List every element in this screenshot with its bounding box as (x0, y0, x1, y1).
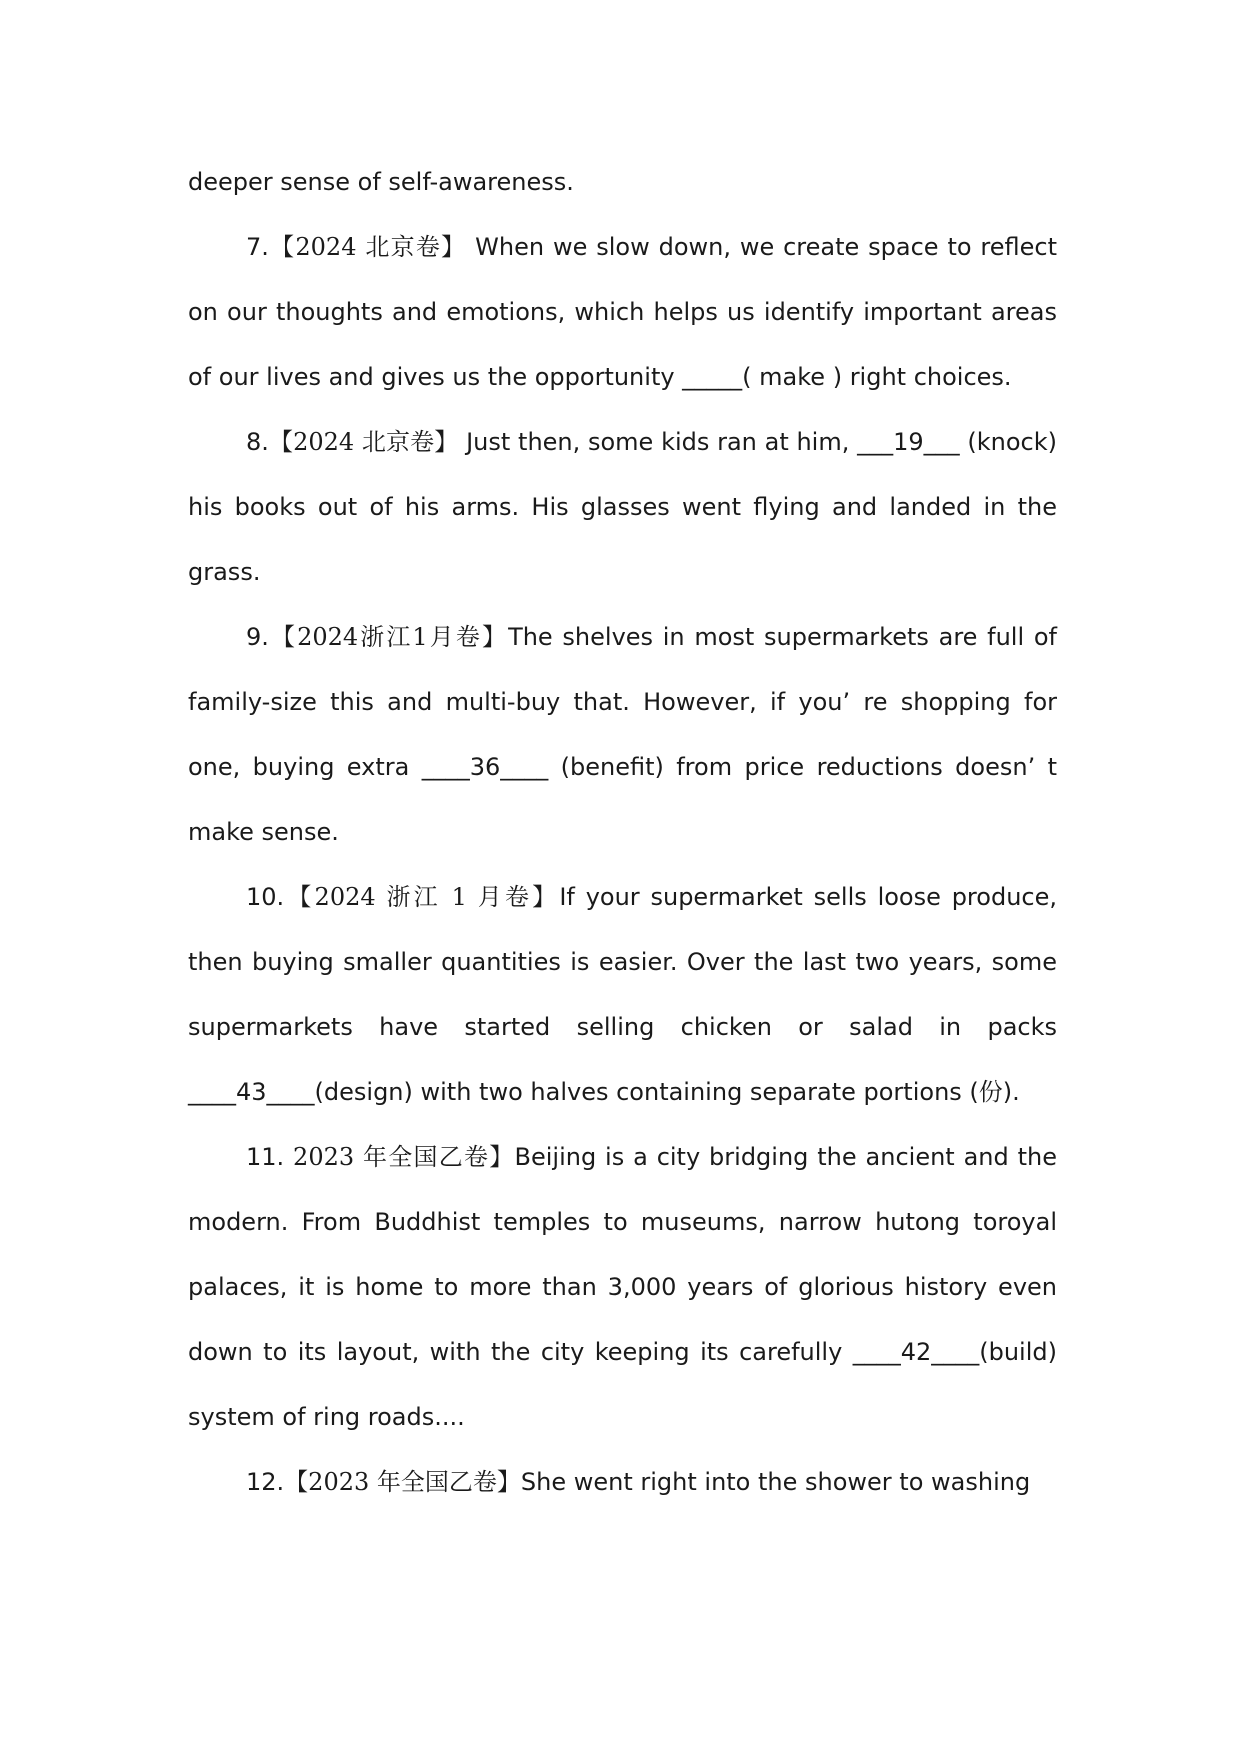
question-number: 11. (246, 1143, 285, 1171)
question-text: She went right into the shower to washing (520, 1468, 1031, 1496)
continuation-line: deeper sense of self-awareness. (188, 168, 574, 196)
question-number: 10. (246, 883, 285, 911)
question-source: 2023 年全国乙卷】 (284, 1143, 515, 1171)
question-9 (188, 605, 1057, 865)
question-12 (188, 1450, 1057, 1515)
question-number: 12. (246, 1468, 285, 1496)
question-source: 【2023 年全国乙卷】 (284, 1468, 521, 1496)
question-text: If your supermarket sells loose produce, then buying smaller quantities is easier. Over the last two years, some supermarkets have started selling chicken or salad in packs ____43____(design) with two halves containing separate portions (份). (188, 883, 1057, 1106)
question-8 (188, 410, 1057, 605)
question-number: 9. (246, 623, 269, 651)
question-text: Beijing is a city bridging the ancient and the modern. From Buddhist temples to museums, narrow hutong toroyal palaces, it is home to more than 3,000 years of glorious history even down to its layout, with the city keeping its carefully ____42____(build) system of ring roads.... (188, 1143, 1057, 1431)
question-source: 【2024 浙江 1 月卷】 (284, 883, 560, 911)
question-11 (188, 1125, 1057, 1450)
question-source: 【2024浙江1月卷】 (268, 623, 509, 651)
question-number: 7. (246, 233, 269, 261)
question-text: Just then, some kids ran at him, ___19___ (knock) his books out of his arms. His glasses went flying and landed in the grass. (188, 428, 1057, 586)
continuation-text (188, 150, 1057, 215)
question-source: 【2024 北京卷】 (268, 233, 467, 261)
question-text: The shelves in most supermarkets are full of family-size this and multi-buy that. However, if you’ re shopping for one, buying extra ____36____ (benefit) from price reductions doesn’ t make sense. (188, 623, 1057, 846)
question-10 (188, 865, 1057, 1125)
question-7 (188, 215, 1057, 410)
question-text: When we slow down, we create space to reflect on our thoughts and emotions, which helps us identify important areas of our lives and gives us the opportunity _____( make ) right choices. (188, 233, 1057, 391)
document-body (188, 150, 1057, 1515)
question-source: 【2024 北京卷】 (268, 428, 459, 456)
question-number: 8. (246, 428, 269, 456)
